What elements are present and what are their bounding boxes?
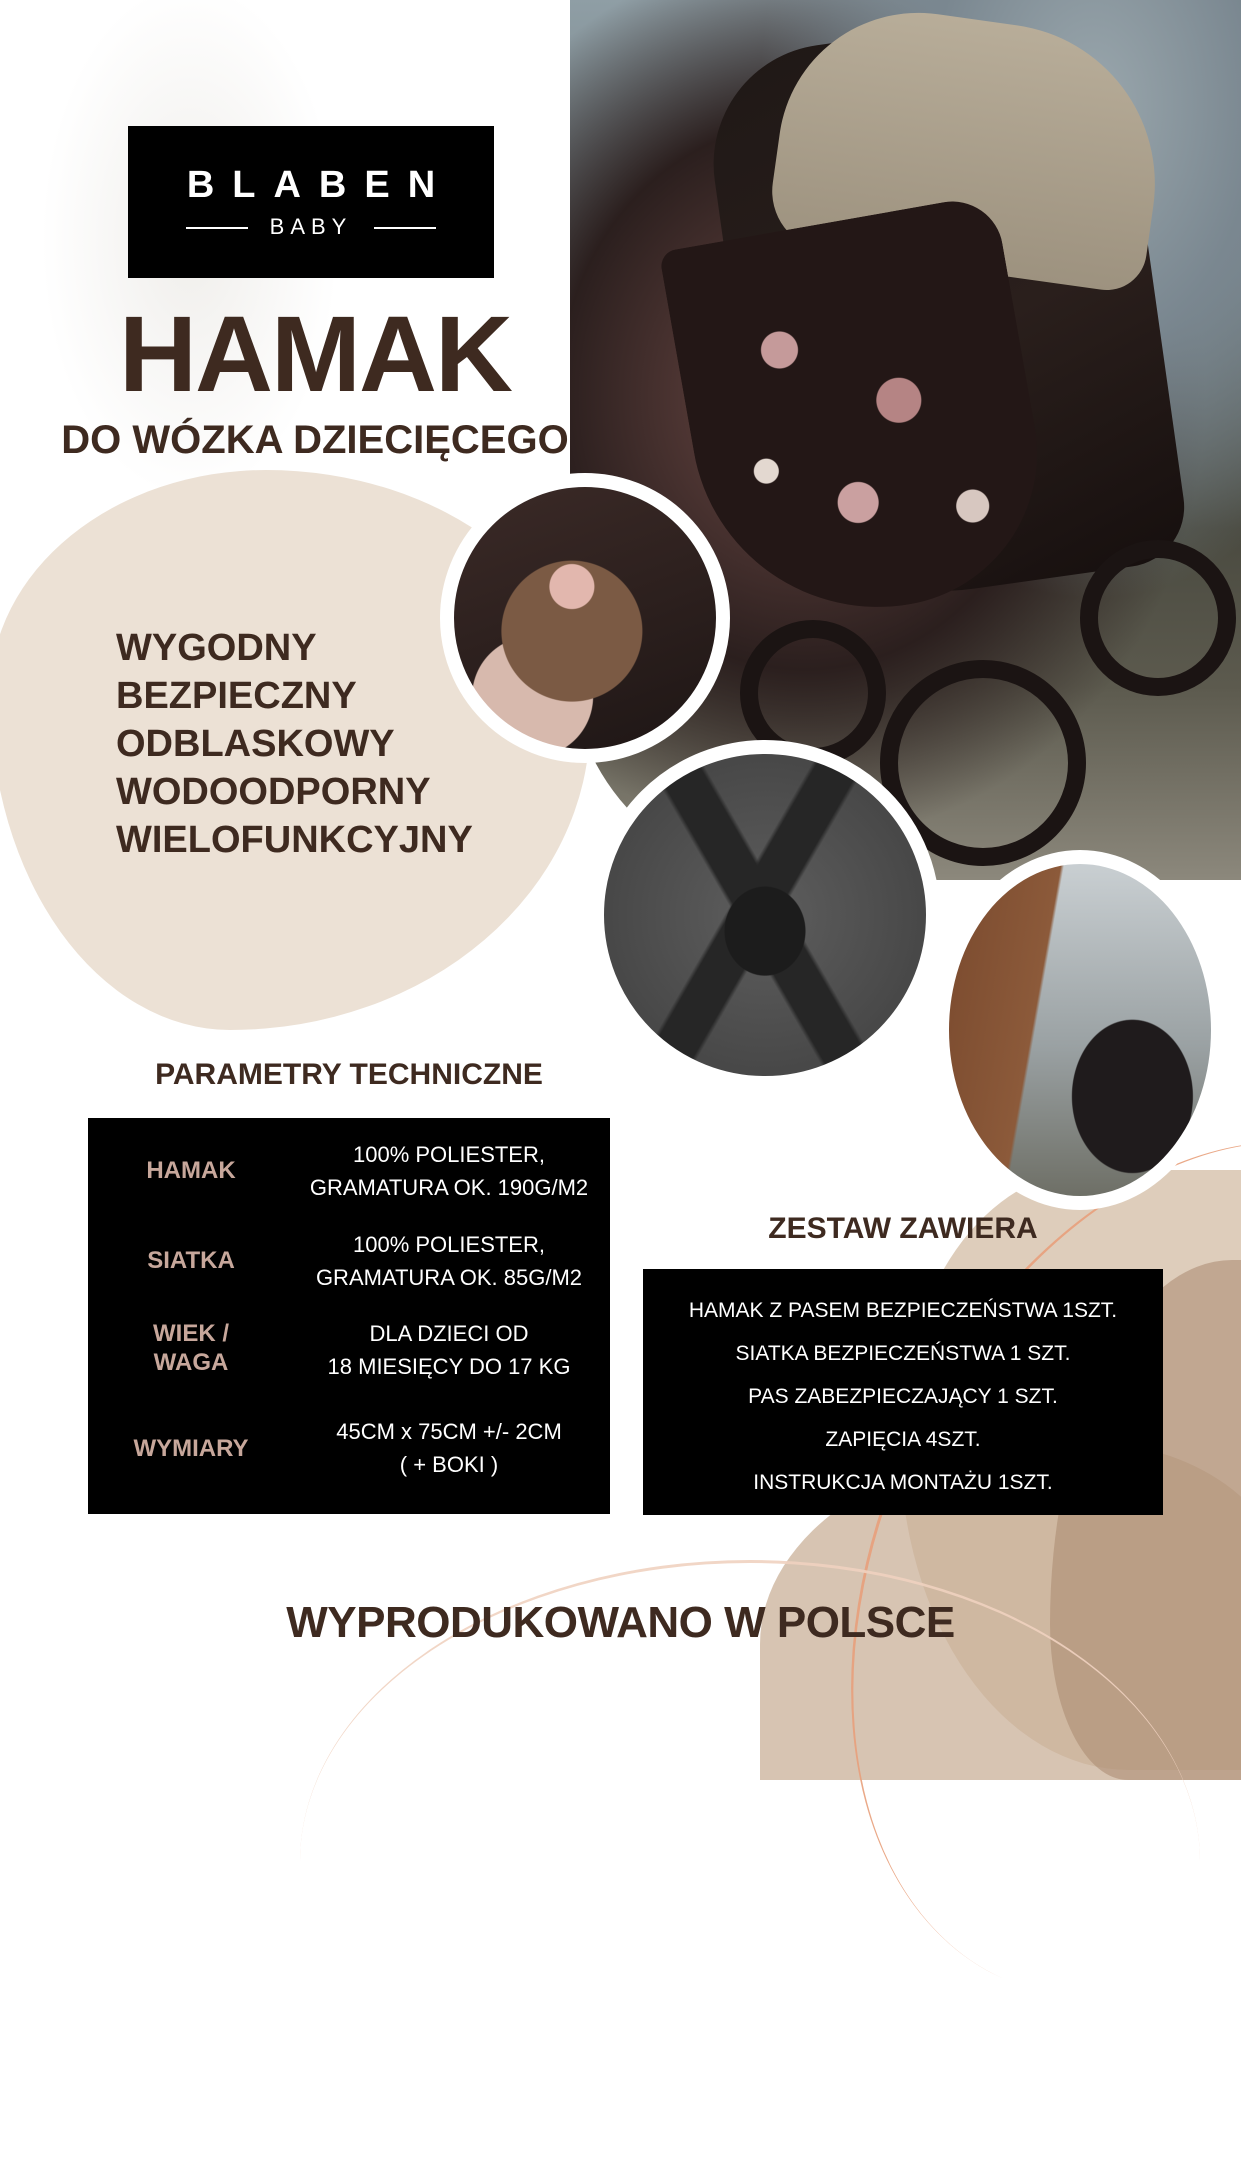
feature-item: BEZPIECZNY [116, 675, 357, 717]
param-value-line: 45CM x 75CM +/- 2CM [336, 1419, 562, 1444]
param-key: HAMAK [146, 1157, 236, 1184]
brand-sub: BABY [269, 214, 353, 239]
mother-stroller-photo-circle [935, 850, 1225, 1210]
param-key: WYMIARY [133, 1435, 249, 1462]
feature-item: WODOODPORNY [116, 771, 431, 813]
param-value-line: DLA DZIECI OD [369, 1321, 529, 1346]
list-item: HAMAK Z PASEM BEZPIECZEŃSTWA 1SZT. [688, 1299, 1118, 1322]
set-contents-list [643, 1269, 1163, 1504]
made-in-poland: WYPRODUKOWANO W POLSCE [286, 1598, 955, 1647]
params-table [88, 1118, 610, 1514]
param-value-line: 18 MIESIĘCY DO 17 KG [327, 1354, 571, 1379]
child-photo-circle [440, 473, 730, 763]
stroller-wheel [1080, 540, 1236, 696]
feature-item: WYGODNY [116, 627, 317, 669]
param-key: SIATKA [147, 1247, 235, 1274]
decorative-line-2 [300, 1560, 1200, 2163]
param-value-line: GRAMATURA OK. 85G/M2 [315, 1265, 583, 1290]
param-key: WIEK / [153, 1320, 229, 1347]
buckle-photo-circle [590, 740, 940, 1090]
param-value-line: 100% POLIESTER, [353, 1232, 545, 1257]
set-contents-heading: ZESTAW ZAWIERA [768, 1212, 1038, 1245]
brand-logo [128, 126, 494, 278]
param-value-line: GRAMATURA OK. 190G/M2 [309, 1175, 589, 1200]
list-item: PAS ZABEZPIECZAJĄCY 1 SZT. [748, 1385, 1058, 1408]
set-contents-box [643, 1269, 1163, 1515]
list-item: SIATKA BEZPIECZEŃSTWA 1 SZT. [735, 1342, 1071, 1365]
brand-name: BLABEN [186, 164, 454, 206]
logo-divider [374, 227, 436, 229]
params-heading: PARAMETRY TECHNICZNE [155, 1058, 543, 1091]
feature-item: WIELOFUNKCYJNY [116, 819, 473, 861]
param-value-line: ( + BOKI ) [399, 1452, 499, 1477]
features-list [116, 624, 473, 864]
param-key: WAGA [153, 1349, 229, 1376]
product-subtitle: DO WÓZKA DZIECIĘCEGO [61, 418, 569, 462]
list-item: INSTRUKCJA MONTAŻU 1SZT. [753, 1471, 1053, 1494]
feature-item: ODBLASKOWY [116, 723, 395, 765]
product-title: HAMAK [119, 293, 511, 414]
param-value-line: 100% POLIESTER, [353, 1142, 545, 1167]
list-item: ZAPIĘCIA 4SZT. [825, 1428, 981, 1451]
